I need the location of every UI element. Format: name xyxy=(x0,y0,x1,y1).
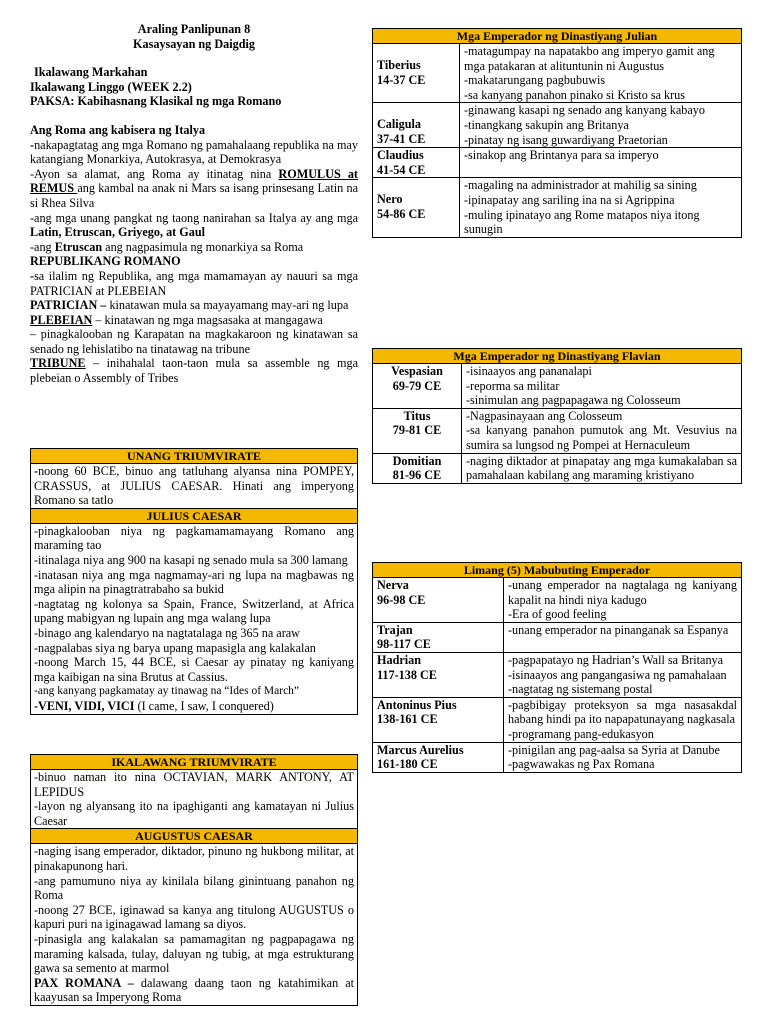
tribune-paragraph: TRIBUNE – inihahalal taon-taon mula sa assemble ng mga plebeian o Assembly of Tribes xyxy=(30,356,358,386)
list-item: -binuo naman ito nina OCTAVIAN, MARK ANTONY, AT LEPIDUS xyxy=(34,770,354,799)
julius-caesar-list xyxy=(31,524,357,714)
republic-paragraph-1: -sa ilalim ng Republika, ang mga mamamayan ay nauuri sa mga PATRICIAN at PLEBEIAN xyxy=(30,268,358,298)
second-triumvirate-box xyxy=(30,754,358,1006)
emperor-name: Claudius 41-54 CE xyxy=(373,148,460,178)
first-triumvirate-text: -noong 60 BCE, binuo ang tatluhang alyansa nina POMPEY, CRASSUS, at JULIUS CAESAR. Hinati ang imperyong Romano sa tatlo xyxy=(31,464,357,509)
second-triumvirate-title: IKALAWANG TRIUMVIRATE xyxy=(31,755,357,770)
list-item: -pinasigla ang kalakalan sa pamamagitan ng pagpapagawa ng maraming kalsada, tulay, daluyan ng tubig, at mga estrukturang gawa sa semento at marmol xyxy=(34,931,354,976)
emperor-notes: -naging diktador at pinapatay ang mga kumakalaban sa pamahalaan kabilang ang maraming kristiyano xyxy=(462,453,742,483)
five-good-emperors-table xyxy=(372,562,742,773)
emperor-name: Nerva 96-98 CE xyxy=(373,578,504,623)
flavian-dynasty-title: Mga Emperador ng Dinastiyang Flavian xyxy=(373,349,741,364)
list-item: -layon ng alyansang ito na ipaghiganti ang kamatayan ni Julius Caesar xyxy=(34,799,354,828)
list-item: -ang kanyang pagkamatay ay tinawag na “Ides of March” xyxy=(34,685,300,698)
emperor-notes: -matagumpay na napatakbo ang imperyo gamit ang mga patakaran at alituntunin ni Augustus -makatarungang pagbubuwis -sa kanyang panahon pinako si Kristo sa krus xyxy=(460,44,742,103)
augustus-caesar-list xyxy=(31,844,357,1005)
emperor-name: Domitian 81-96 CE xyxy=(373,453,462,483)
emperor-notes: -sinakop ang Brintanya para sa imperyo xyxy=(460,148,742,178)
table-row xyxy=(373,408,742,453)
table-row xyxy=(373,178,742,237)
emperor-name: Nero 54-86 CE xyxy=(373,178,460,237)
list-item: -nagtatag ng kolonya sa Spain, France, Switzerland, at Africa upang mabigyan ng lupain ang mga walang lupa xyxy=(34,596,354,626)
emperor-name: Marcus Aurelius 161-180 CE xyxy=(373,742,504,772)
emperor-notes: -unang emperador na nagtalaga ng kaniyang kapalit na hindi niya kadugo -Era of good feeling xyxy=(504,578,742,623)
julius-caesar-title: JULIUS CAESAR xyxy=(31,509,357,524)
list-item: -inatasan niya ang mga nagmamay-ari ng lupa na magbawas ng mga alipin na pinagtratrabaho sa bukid xyxy=(34,567,354,597)
plebeian-rights-paragraph: – pinagkalooban ng Karapatan na magkakaroon ng kinatawan sa senado ng lehislatibo na tinatawag na tribune xyxy=(30,327,358,356)
veni-vidi-vici: -VENI, VIDI, VICI (I came, I saw, I conquered) xyxy=(34,698,274,713)
emperor-name: Hadrian 117-138 CE xyxy=(373,652,504,697)
list-item: -ang pamumuno niya ay kinilala bilang ginintuang panahon ng Roma xyxy=(34,873,354,903)
emperor-name: Trajan 98-117 CE xyxy=(373,622,504,652)
emperor-name: Vespasian 69-79 CE xyxy=(373,364,462,409)
plebeian-paragraph: PLEBEIAN – kinatawan ng mga magsasaka at mangagawa xyxy=(30,312,323,327)
emperor-notes: -magaling na administrador at mahilig sa sining -ipinapatay ang sariling ina na si Agrippina -muling ipinatayo ang Rome matapos niya itong sunugin xyxy=(460,178,742,237)
list-item: -itinalaga niya ang 900 na kasapi ng senado mula sa 300 lamang xyxy=(34,552,348,567)
emperor-notes: -isinaayos ang pananalapi -reporma sa militar -sinimulan ang pagpapagawa ng Colosseum xyxy=(462,364,742,409)
emperor-notes: -unang emperador na pinanganak sa Espanya xyxy=(504,622,742,652)
emperor-notes: -pinigilan ang pag-aalsa sa Syria at Danube -pagwawakas ng Pax Romana xyxy=(504,742,742,772)
emperor-notes: -ginawang kasapi ng senado ang kanyang kabayo -tinangkang sakupin ang Britanya -pinatay ng isang guwardiyang Praetorian xyxy=(460,103,742,148)
course-title: Kasaysayan ng Daigdig xyxy=(133,36,255,51)
emperor-notes: -pagbibigay proteksyon sa mga nasasakdal habang hindi pa ito napapatunayang nagkasala -programang pang-edukasyon xyxy=(504,697,742,742)
second-triumvirate-list xyxy=(31,770,357,829)
list-item: -pinagkalooban niya ng pagkamamamayang Romano ang maraming tao xyxy=(34,523,354,553)
flavian-dynasty-table xyxy=(372,348,742,484)
list-item: -nagpalabas siya ng barya upang mapasigla ang kalakalan xyxy=(34,640,316,655)
first-triumvirate-title: UNANG TRIUMVIRATE xyxy=(31,449,357,464)
patrician-paragraph: PATRICIAN – kinatawan mula sa mayayamang may-ari ng lupa xyxy=(30,298,349,313)
left-column xyxy=(30,22,358,386)
rome-heading: Ang Roma ang kabisera ng Italya xyxy=(30,122,206,137)
emperor-name: Titus 79-81 CE xyxy=(373,408,462,453)
julian-dynasty-title: Mga Emperador ng Dinastiyang Julian xyxy=(373,29,741,44)
table-row xyxy=(373,622,742,652)
republic-heading: REPUBLIKANG ROMANO xyxy=(30,254,181,269)
table-row xyxy=(373,44,742,103)
quarter-label: Ikalawang Markahan xyxy=(34,65,148,80)
subject-title: Araling Panlipunan 8 xyxy=(137,22,251,36)
table-row xyxy=(373,697,742,742)
list-item: -naging isang emperador, diktador, pinuno ng hukbong militar, at pinakapunong hari. xyxy=(34,844,354,873)
first-triumvirate-box xyxy=(30,448,358,715)
rome-paragraph-1: -nakapagtatag ang mga Romano ng pamahalaang republika na may katangiang Monarkiya, Autokrasya, at Demokrasya xyxy=(30,137,358,167)
emperor-name: Caligula 37-41 CE xyxy=(373,103,460,148)
table-row xyxy=(373,364,742,409)
five-good-emperors-title: Limang (5) Mabubuting Emperador xyxy=(373,563,741,578)
pax-romana: PAX ROMANA – dalawang daang taon ng katahimikan at kaayusan sa Imperyong Roma xyxy=(34,975,354,1005)
table-row xyxy=(373,148,742,178)
rome-paragraph-3: -ang mga unang pangkat ng taong nanirahan sa Italya ay ang mga Latin, Etruscan, Griyego, at Gaul xyxy=(30,210,358,240)
rome-paragraph-2: -Ayon sa alamat, ang Roma ay itinatag nina ROMULUS at REMUS ang kambal na anak ni Mars sa isang prinsesang Latin na si Rhea Silva xyxy=(30,166,358,210)
table-row xyxy=(373,103,742,148)
rome-paragraph-4: -ang Etruscan ang nagpasimula ng monarkiya sa Roma xyxy=(30,239,304,254)
table-row xyxy=(373,453,742,483)
augustus-caesar-title: AUGUSTUS CAESAR xyxy=(31,829,357,844)
emperor-name: Antoninus Pius 138-161 CE xyxy=(373,697,504,742)
table-row xyxy=(373,652,742,697)
julian-dynasty-table xyxy=(372,28,742,238)
topic-label: PAKSA: Kabihasnang Klasikal ng mga Romano xyxy=(30,94,282,109)
table-row xyxy=(373,578,742,623)
table-row xyxy=(373,742,742,772)
emperor-name: Tiberius 14-37 CE xyxy=(373,44,460,103)
emperor-notes: -pagpapatayo ng Hadrian’s Wall sa Britanya -isinaayos ang pangangasiwa ng pamahalaan -nagtatag ng sistemang postal xyxy=(504,652,742,697)
emperor-notes: -Nagpasinayaan ang Colosseum -sa kanyang panahon pumutok ang Mt. Vesuvius na sumira sa lungsod ng Pompei at Hernaculeum xyxy=(462,408,742,453)
list-item: -noong March 15, 44 BCE, si Caesar ay pinatay ng kaniyang mga kaibigan na sina Brutus at Cassius. xyxy=(34,655,354,684)
week-label: Ikalawang Linggo (WEEK 2.2) xyxy=(30,79,192,94)
list-item: -binago ang kalendaryo na nagtatalaga ng 365 na araw xyxy=(34,625,300,640)
list-item: -noong 27 BCE, iginawad sa kanya ang titulong AUGUSTUS o kapuri puri na iginagawad lamang sa diyos. xyxy=(34,902,354,932)
